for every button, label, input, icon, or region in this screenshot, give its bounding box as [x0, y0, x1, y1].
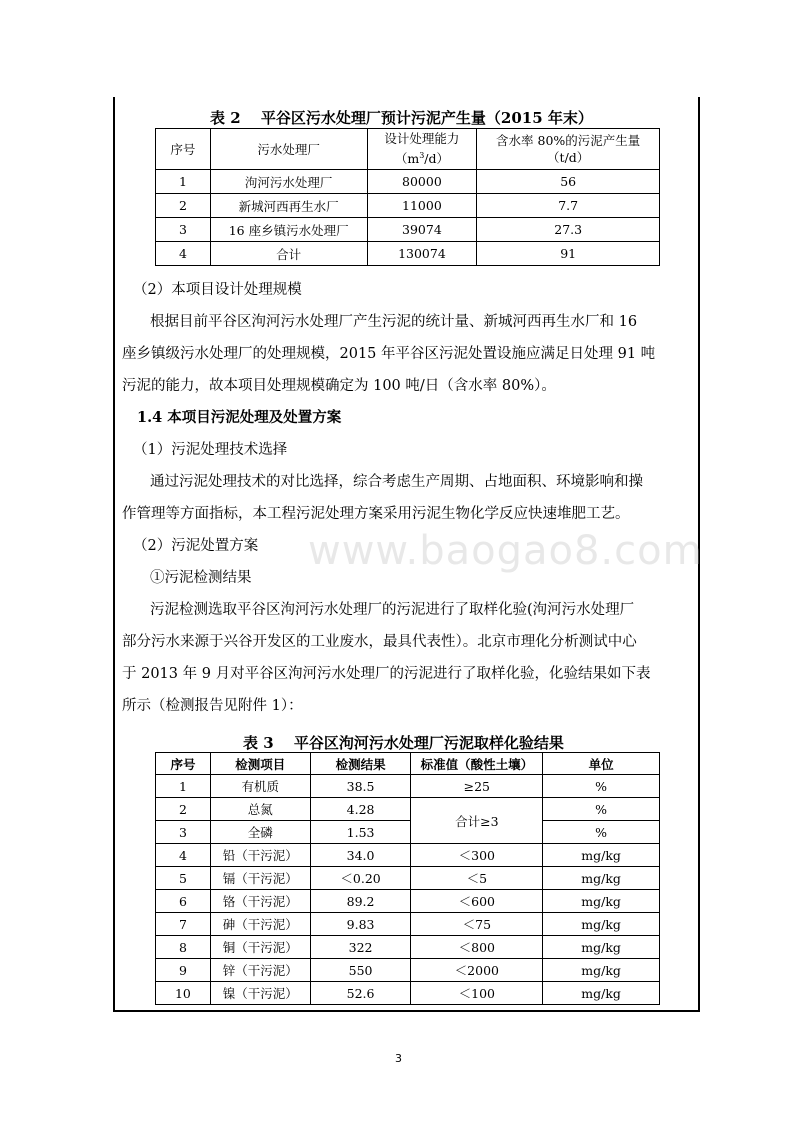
para1-line3: 污泥的能力，故本项目处理规模确定为 100 吨/日（含水率 80%）。 [122, 378, 556, 394]
cell-unit: mg/kg [543, 959, 660, 982]
cell-item: 铜（干污泥） [210, 936, 310, 959]
cell-sludge: 91 [477, 242, 660, 266]
cell-unit: % [543, 775, 660, 798]
para1-line2: 座乡镇级污水处理厂的处理规模，2015 年平谷区污泥处置设施应满足日处理 91 吨 [122, 346, 656, 362]
cell-unit: mg/kg [543, 844, 660, 867]
table-row [156, 218, 660, 242]
cell-seq: 8 [156, 936, 211, 959]
heading-1-4: 1.4 本项目污泥处理及处置方案 [137, 409, 342, 426]
cell-result: 52.6 [310, 982, 411, 1005]
cell-standard: ＜100 [411, 982, 543, 1005]
cell-result: 4.28 [310, 798, 411, 821]
cell-capacity: 130074 [367, 242, 477, 266]
table3-header-seq: 序号 [156, 753, 211, 775]
page-number: 3 [395, 1052, 402, 1065]
table2-header-capacity [367, 129, 477, 170]
table-row [156, 890, 660, 913]
cell-standard-merged: 合计≥3 [411, 798, 543, 844]
cell-standard: ＜800 [411, 936, 543, 959]
cell-unit: mg/kg [543, 982, 660, 1005]
capacity-header-line2: $(m^3/d)$ [394, 151, 449, 167]
cell-plant: 泃河污水处理厂 [210, 170, 367, 194]
cell-sludge: 7.7 [477, 194, 660, 218]
para2-line1: 通过污泥处理技术的对比选择，综合考虑生产周期、占地面积、环境影响和操 [150, 474, 643, 490]
cell-item: 总氮 [210, 798, 310, 821]
cell-unit: % [543, 821, 660, 844]
cell-result: 38.5 [310, 775, 411, 798]
cell-seq: 2 [156, 798, 211, 821]
cell-unit: mg/kg [543, 913, 660, 936]
cell-seq: 4 [156, 242, 211, 266]
sludge-header-line2: （t/d） [547, 150, 590, 165]
cell-standard: ＜300 [411, 844, 543, 867]
table3-header-result: 检测结果 [310, 753, 411, 775]
cell-standard: ≥25 [411, 775, 543, 798]
cell-seq: 3 [156, 218, 211, 242]
cell-item: 铬（干污泥） [210, 890, 310, 913]
cell-seq: 2 [156, 194, 211, 218]
cell-item: 全磷 [210, 821, 310, 844]
table2-header-plant: 污水处理厂 [210, 129, 367, 170]
cell-item: 铅（干污泥） [210, 844, 310, 867]
table-row [156, 242, 660, 266]
para1-line1: 根据目前平谷区泃河污水处理厂产生污泥的统计量、新城河西再生水厂和 16 [150, 314, 638, 330]
table-row [156, 959, 660, 982]
table3-caption: 表 3 平谷区泃河污水处理厂污泥取样化验结果 [243, 734, 564, 752]
table-row [156, 844, 660, 867]
capacity-header-line1: 设计处理能力 [384, 131, 460, 147]
table3-header-item: 检测项目 [210, 753, 310, 775]
cell-seq: 1 [156, 170, 211, 194]
cell-result: ＜0.20 [310, 867, 411, 890]
cell-seq: 5 [156, 867, 211, 890]
table3-header-row [156, 753, 660, 775]
table-row [156, 982, 660, 1005]
cell-item: 锌（干污泥） [210, 959, 310, 982]
table2-header-sludge [477, 129, 660, 170]
cell-standard: ＜75 [411, 913, 543, 936]
cell-seq: 7 [156, 913, 211, 936]
cell-result: 89.2 [310, 890, 411, 913]
table-row [156, 821, 660, 844]
sludge-header-line1: 含水率 80%的污泥产生量 [496, 133, 641, 148]
cell-result: 34.0 [310, 844, 411, 867]
table-row [156, 936, 660, 959]
cell-unit: % [543, 798, 660, 821]
cell-item: 镉（干污泥） [210, 867, 310, 890]
cell-unit: mg/kg [543, 867, 660, 890]
table3-header-standard: 标准值（酸性土壤） [411, 753, 543, 775]
cell-item: 有机质 [210, 775, 310, 798]
cell-seq: 6 [156, 890, 211, 913]
para3-line1: 污泥检测选取平谷区泃河污水处理厂的污泥进行了取样化验(泃河污水处理厂 [150, 602, 635, 618]
cell-seq: 9 [156, 959, 211, 982]
cell-standard: ＜5 [411, 867, 543, 890]
table-row [156, 775, 660, 798]
table2 [155, 128, 660, 266]
cell-sludge: 27.3 [477, 218, 660, 242]
cell-seq: 10 [156, 982, 211, 1005]
cell-capacity: 39074 [367, 218, 477, 242]
table3 [155, 752, 660, 1005]
sub1-title: （1）污泥处理技术选择 [133, 442, 288, 458]
cell-plant: 合计 [210, 242, 367, 266]
table-row [156, 798, 660, 821]
sub2-item: ①污泥检测结果 [150, 570, 252, 586]
para3-line4: 所示（检测报告见附件 1）： [122, 698, 303, 714]
cell-plant: 16 座乡镇污水处理厂 [210, 218, 367, 242]
table-row [156, 170, 660, 194]
table3-header-unit: 单位 [543, 753, 660, 775]
cell-seq: 3 [156, 821, 211, 844]
watermark: www.baogao8.com [308, 528, 703, 574]
cell-item: 镍（干污泥） [210, 982, 310, 1005]
cell-result: 550 [310, 959, 411, 982]
cell-unit: mg/kg [543, 890, 660, 913]
cell-item: 砷（干污泥） [210, 913, 310, 936]
cell-unit: mg/kg [543, 936, 660, 959]
cell-sludge: 56 [477, 170, 660, 194]
cell-result: 1.53 [310, 821, 411, 844]
table-row [156, 867, 660, 890]
cell-result: 9.83 [310, 913, 411, 936]
table-row [156, 194, 660, 218]
sub2-title: （2）污泥处置方案 [133, 538, 259, 554]
para3-line2: 部分污水来源于兴谷开发区的工业废水，最具代表性）。北京市理化分析测试中心 [122, 634, 637, 650]
cell-plant: 新城河西再生水厂 [210, 194, 367, 218]
table2-caption: 表 2 平谷区污水处理厂预计污泥产生量（2015 年末） [210, 109, 593, 127]
para2-line2: 作管理等方面指标，本工程污泥处理方案采用污泥生物化学反应快速堆肥工艺。 [122, 506, 630, 522]
cell-capacity: 11000 [367, 194, 477, 218]
section2-title: （2）本项目设计处理规模 [133, 282, 302, 298]
table-row [156, 913, 660, 936]
cell-standard: ＜2000 [411, 959, 543, 982]
cell-seq: 4 [156, 844, 211, 867]
cell-standard: ＜600 [411, 890, 543, 913]
cell-result: 322 [310, 936, 411, 959]
table2-header-seq: 序号 [156, 129, 211, 170]
cell-seq: 1 [156, 775, 211, 798]
table2-header-row [156, 129, 660, 170]
cell-capacity: 80000 [367, 170, 477, 194]
para3-line3: 于 2013 年 9 月对平谷区泃河污水处理厂的污泥进行了取样化验，化验结果如下表 [122, 666, 651, 682]
